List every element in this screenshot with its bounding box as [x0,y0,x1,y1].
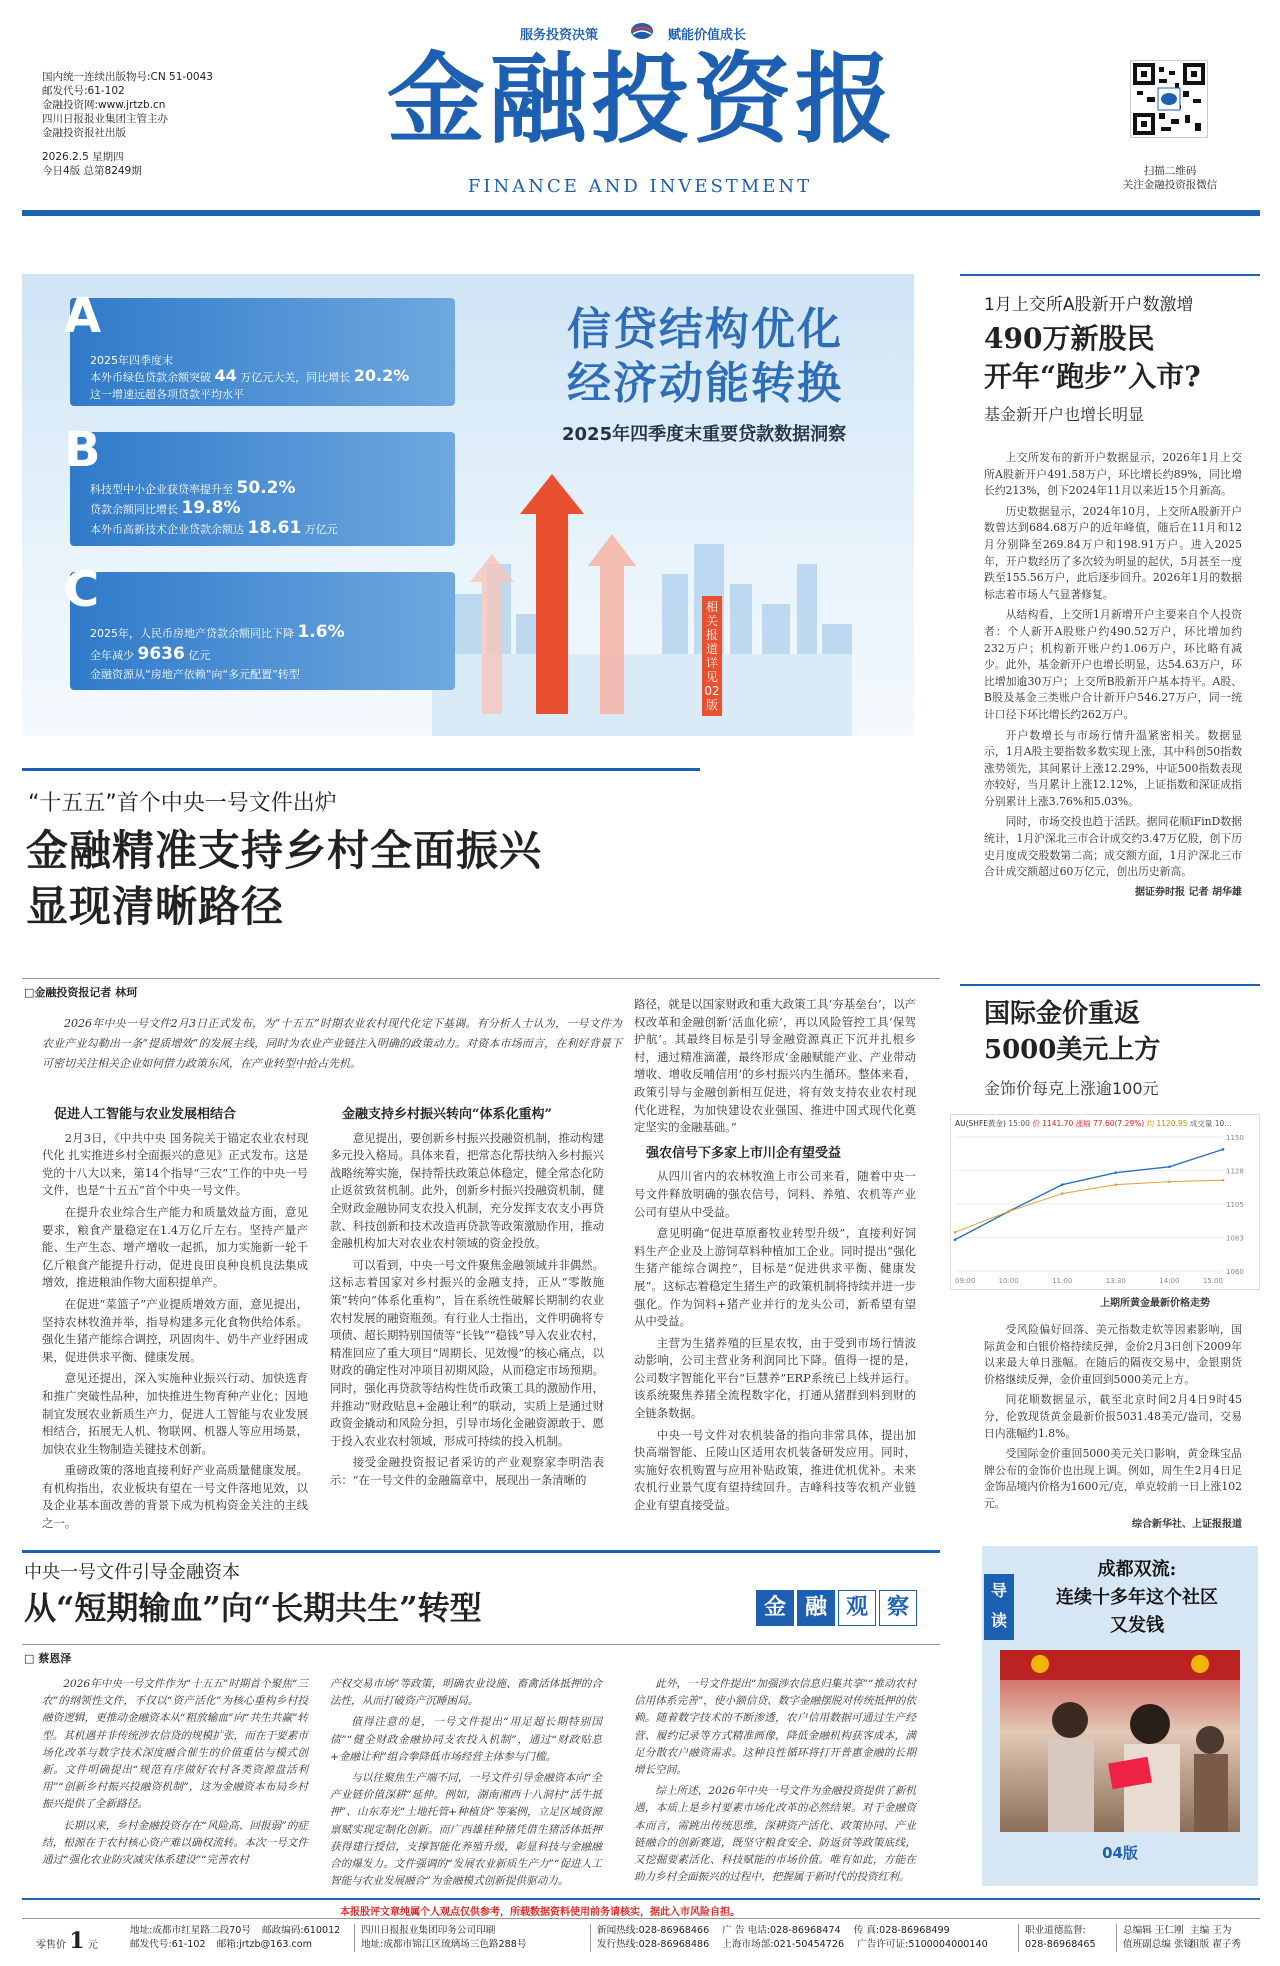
story2-subhead: 基金新开户也增长明显 [984,405,1145,424]
data-point [1007,1210,1010,1213]
issue-line: 今日4版 总第8249期 [42,165,142,177]
website-line: 金融投资网:www.jrtzb.cn [42,99,166,111]
gold-chart-label: AU(SHFE黄金) [955,1119,1006,1128]
y-tick-label: 1060 [1226,1268,1244,1276]
footer-address-row [130,1924,340,1938]
story1-kicker: “十五五”首个中央一号文件出炉 [28,791,337,816]
footer-deputy-editor: 值班副总编 张镜 [1123,1939,1194,1950]
card-b-letter: B [64,422,101,478]
badge-char-4: 察 [879,1590,917,1626]
data-point [954,1231,957,1234]
guide-tag [984,1574,1014,1640]
story1-sec1-para-1: 2月3日，《中共中央 国务院关于锚定农业农村现代化 扎实推进乡村全面振兴的意见》正式发布。这是党的十八大以来，第14个指导“三农”工作的中央一号文件，也是“十五五”首个中央一号文件。 [42,1130,308,1198]
story4-col1 [42,1676,308,1873]
related-note[interactable] [702,596,722,716]
infographic-headline-1: 信贷结构优化 [567,304,843,355]
guide-title-1: 成都双流: [1097,1559,1177,1580]
story4-headline[interactable]: 从“短期输血”向“长期共生”转型 [24,1589,482,1627]
guide-title [1022,1556,1252,1640]
story2-headline-1[interactable]: 490万新股民 [984,322,1155,355]
publisher-line: 金融投资报社出版 [42,127,126,139]
footer-disclaimer: 本报股评文章纯属个人观点仅供参考，所载数据资料使用前务请核实，据此入市风险自担。 [340,1907,740,1918]
footer-cell-editors-2 [1190,1924,1241,1952]
story4-byline: □ 蔡恩泽 [24,1652,72,1665]
guide-tag-1: 导 [990,1581,1007,1600]
guide-tag-2: 读 [990,1611,1007,1630]
postal-code-line: 邮发代号:61-102 [42,85,125,97]
footer-cell-address [130,1924,340,1952]
footer-shanghai: 上海市场部:021-50454726 [722,1939,845,1950]
footer-dist-hotline: 发行热线:028-86968486 [597,1939,710,1950]
data-point [1115,1183,1118,1186]
footer-cell-printer [354,1924,526,1952]
card-b-line2-pre: 贷款余额同比增长 [90,503,178,516]
finance-watch-badge [756,1590,917,1626]
story1-col3-continued: 路径，就是以国家财政和重大政策工具‘夯基垒台’，以产权改革和金融创新‘活血化瘀’，再以风险管控工具‘保驾护航’。其最终目标是引导金融资源真正下沉并扎根乡村，通过精准滴灌，最终形成‘金融赋能产业、产业带动增收、增收反哺信用’的乡村振兴内生循环。整体来看，政策引导与金融创新相互促进，将有效支持农业农村现代化进程，为加快建设农业强国、推进中国式现代化奠定坚实的金融基础。” [634,997,916,1135]
infographic-headline-2: 经济动能转换 [567,358,843,409]
masthead-info [42,70,242,178]
guide-page[interactable]: 04版 [1102,1844,1138,1862]
card-c-value2: 9636 [137,644,185,664]
masthead-title: 金融投资报 [386,43,897,157]
infographic-subtitle: 2025年四季度末重要贷款数据洞察 [562,424,847,445]
gold-chart-change: 涨幅 77.60(7.29%) [1075,1119,1145,1128]
date-line: 2026.2.5 星期四 [42,151,124,163]
story3-source: 综合新华社、上证报报道 [1132,1518,1242,1530]
price-label: 零售价 [36,1940,66,1951]
story2-kicker: 1月上交所A股新开户数激增 [984,295,1194,315]
story3-headline-2[interactable]: 5000美元上方 [984,1035,1161,1065]
card-a-letter: A [64,288,102,344]
story4-kicker: 中央一号文件引导金融资本 [24,1562,240,1583]
footer-printer: 四川日报报业集团印务公司印刷 [361,1925,496,1936]
card-b-line3 [90,518,338,538]
gold-chart-time: 15:00 [1008,1119,1030,1128]
gold-price-chart[interactable] [950,1114,1260,1290]
series-line-price [955,1149,1223,1239]
story1-sec3-title: 强农信号下多家上市川企有望受益 [646,1145,842,1161]
x-tick-label: 09:00 [955,1277,976,1285]
story4-col3 [634,1676,916,1890]
card-c-line2-post: 亿元 [188,649,211,662]
story3-subhead: 金饰价每克上涨逾100元 [984,1079,1159,1098]
story1-sec2-para-3: 接受金融投资报记者采访的产业观察家李明浩表示：“在一号文件的金融篇章中，展现出一条清晰的 [330,1455,604,1487]
footer-chief-editor: 总编辑 王仁刚 [1123,1925,1184,1936]
data-point [1061,1183,1064,1186]
footer-editor: 主编 王为 [1190,1925,1232,1936]
qr-code[interactable] [1130,60,1208,138]
masthead-title-en: FINANCE AND INVESTMENT [467,176,813,197]
price [36,1928,98,1954]
card-a-line2-pre: 本外币绿色贷款余额突破 [90,371,211,384]
y-tick-label: 1105 [1226,1201,1244,1209]
data-point [1222,1179,1225,1182]
newspaper-logo-icon [630,22,654,40]
card-b-value2: 19.8% [181,498,241,518]
badge-char-3: 观 [838,1590,876,1626]
footer-inner-rule [22,1918,1260,1919]
card-b-line3-post: 万亿元 [304,523,338,536]
guide-title-2: 连续十多年这个社区 [1056,1587,1218,1608]
slogan-left: 服务投资决策 [520,28,599,43]
card-b-line1 [90,478,295,498]
card-a-value2: 20.2% [353,366,410,385]
series-line-average [955,1180,1223,1232]
footer-fax: 传 真:028-86968499 [853,1925,950,1936]
data-point [1061,1192,1064,1195]
gold-chart-price: 价 1141.70 [1032,1119,1074,1128]
footer-postal: 邮发代号:61-102 [130,1939,206,1950]
card-a [64,288,455,406]
story1-headline-2[interactable]: 显现清晰路径 [26,882,285,931]
gold-line-plot [951,1129,1257,1287]
footer-phones-row-1 [597,1924,988,1938]
story2-top-rule [960,274,1260,276]
footer-phones-row-2 [597,1938,988,1952]
footer-address: 地址:成都市红星路二段70号 [130,1925,251,1936]
footer-cell-ethics [1018,1924,1096,1952]
story1-col1 [42,1102,308,1537]
y-tick-label: 1083 [1226,1234,1244,1243]
story4-col1-para-1: 2026年中央一号文件作为“十五五”时期首个聚焦“三农”的纲领性文件，不仅以“资产活化”为核心重构乡村投融资逻辑，更推动金融资本从“粗放输血”向“共生共赢”转型。其机遇并非传统涉农信贷的规模扩张，而在于要素市场化改革与数字技术深度融合催生的价值重估与模式创新。文件明确提出“规范有序做好农村各类资源盘活利用”“创新乡村振兴投融资机制”，这为金融资本布局乡村振兴提供了全新路径。 [42,1678,308,1811]
price-unit: 元 [87,1940,98,1951]
issn-line: 国内统一连续出版物号:CN 51-0043 [42,71,213,83]
data-point [1168,1180,1171,1183]
footer-email[interactable]: 邮箱:jrtzb@163.com [216,1939,313,1950]
x-tick-label: 14:00 [1159,1277,1180,1285]
x-tick-label: 10:00 [998,1277,1019,1285]
story1-sec3-para-4: 中央一号文件对农机装备的指向非常具体，提出加快高端智能、丘陵山区适用农机装备研发应用。同时，实施好农机购置与应用补贴政策，推进优机优补。未来农机行业景气度有望持续回升。吉峰科技等农机产业链企业有望直接受益。 [634,1427,916,1513]
story3-headline-1[interactable]: 国际金价重返 [984,999,1141,1029]
footer-postal-row [130,1938,340,1952]
infographic [22,274,914,736]
story3-body [984,1322,1242,1533]
story3-para-2: 同花顺数据显示，截至北京时间2月4日9时45分，伦敦现货黄金最新价报5031.48美元/盎司，交易日内涨幅约1.8%。 [984,1393,1242,1440]
guide-box[interactable] [982,1546,1258,1886]
story1-sec2-para-2: 可以看到，中央一号文件聚焦金融领域并非偶然。这标志着国家对乡村振兴的金融支持，正从“零散施策”转向“体系化重构”，旨在系统性破解长期制约农业农村发展的融资瓶颈。有行业人士指出，文件明确将专项债、超长期特别国债等“长钱”“稳钱”导入农业农村，精准回应了重大项目“周期长、见效慢”的核心痛点，以财政的确定性对冲项目初期风险，从而稳定市场预期。同时，强化再贷款等结构性货币政策工具的激励作用，并推动“财政贴息+金融让利”的联动，实质上是通过财政资金撬动和风险分担，引导市场化金融资源敢于、愿于投入农业农村领域，形成可持续的投入机制。 [330,1257,604,1448]
x-tick-label: 11:00 [1052,1277,1073,1285]
story4-col1-para-2: 长期以来，乡村金融投资存在“风险高、回报弱”的症结，根源在于农村核心资产难以确权流转。本次一号文件通过“强化农业防灾减灾体系建设”“完善农村 [42,1819,308,1867]
card-c-line1 [90,622,345,642]
badge-char-1: 金 [756,1590,794,1626]
story4-col2-para-2: 值得注意的是，一号文件提出“用足超长期特别国债”“健全财政金融协同支农投入机制”，通过“财政贴息+金融让利”组合拳降低市场经营主体参与门槛。 [330,1716,602,1763]
card-c-line2 [90,644,210,664]
card-b-value3: 18.61 [247,518,302,538]
story4-col2 [330,1676,602,1894]
footer-cell-phones [590,1924,988,1952]
story1-sec1-para-5: 重磅政策的落地直接利好产业高质量健康发展。有机构指出，农业板块有望在一号文件落地见效，以及企业基本面改善的背景下成为机构资金关注的主线之一。 [42,1463,308,1531]
y-tick-label: 1150 [1226,1134,1244,1142]
story1-col2 [330,1102,604,1493]
guide-title-3: 又发钱 [1110,1615,1164,1636]
story3-para-1: 受风险偏好回落、美元指数走软等因素影响，国际黄金和白银价格持续反弹，金价2月3日创下2009年以来最大单日涨幅。在随后的隔夜交易中，金银期货价格继续反弹，金价重回到5000美元上方。 [984,1323,1242,1386]
card-a-value1: 44 [214,366,237,385]
card-a-line3: 这一增速远超各项贷款平均水平 [90,388,244,401]
card-c-line2-pre: 全年减少 [90,649,134,662]
card-c-value1: 1.6% [297,622,345,642]
related-note-text: 相关报道详见 [705,600,718,684]
x-tick-label: 13:30 [1105,1277,1126,1285]
slogan-right: 赋能价值成长 [668,28,747,43]
footer-info [130,1922,1258,1962]
footer-ethics-label: 职业道德监督: [1025,1925,1086,1936]
story1-sec2-title: 金融支持乡村振兴转向“体系化重构” [342,1107,552,1122]
story2-source: 据证券时报 记者 胡华雄 [1135,886,1242,898]
story1-headline-1[interactable]: 金融精准支持乡村全面振兴 [26,826,543,875]
qr-caption [1100,164,1240,192]
story1-lead: 2026年中央一号文件2月3日正式发布，为“十五五”时期农业农村现代化定下基调。有分析人士认为，一号文件为农业产业勾勒出一条“提质增效”的发展主线，同时为农业产业链注入明确的政策动力。对资本市场而言，在利好背景下可密切关注相关企业如何借力政策东风，在产业转型中抢占先机。 [42,1017,622,1070]
card-b [64,422,455,546]
card-c-line1-pre: 2025年，人民币房地产贷款余额同比下降 [90,627,294,640]
card-c [64,562,455,690]
story1-byline: □金融投资报记者 林珂 [24,986,138,999]
card-c-letter: C [64,562,100,618]
story2-body [984,450,1242,901]
story3-top-rule [960,984,1260,986]
story1-sec1-para-2: 在提升农业综合生产能力和质量效益方面，意见要求，粮食产量稳定在1.4万亿斤左右。坚持产量产能、生产生态、增产增收一起抓，加力实施新一轮千亿斤粮食产能提升行动，促进良田良种良机良法集成增效，推进粮油作物大面积提单产。 [42,1204,308,1290]
story1-sec1-para-4: 意见还提出，深入实施种业振兴行动、加快选育和推广突破性品种，加快推进生物育种产业化；因地制宜发展农业新质生产力，促进人工智能与农业发展相结合，拓展无人机、物联网、机器人等应用场景，加快农业生物制造关键技术创新。 [42,1371,308,1456]
story1-top-rule [22,768,700,771]
story2-para-5: 同时，市场交投也趋于活跃。据同花顺iFinD数据统计，1月沪深北三市合计成交约3.47万亿股，创下历史月度成交股数第二高；成交额方面，1月沪深北三市合计成交额超过60万亿元，创出历史新高。 [984,815,1242,879]
card-b-line1-pre: 科技型中小企业获贷率提升至 [90,483,233,496]
qr-caption-line-2: 关注金融投资报微信 [1122,179,1218,191]
sponsor-line: 四川日报报业集团主管主办 [42,113,168,125]
story4-col3-para-2: 综上所述，2026年中央一号文件为金融投资提供了新机遇，本质上是乡村要素市场化改革的必然结果。对于金融资本而言，需跳出传统思维，深耕资产活化、政策协同、产业链融合的创新赛道，既坚守粮食安全、防返贫等政策底线，又挖掘要素活化、科技赋能的市场价值。唯有如此，方能在助力乡村全面振兴的过程中，把握属于新时代的投资红利。 [634,1785,916,1884]
story1-col3 [634,996,916,1519]
story4-col3-para-1: 此外，一号文件提出“加强涉农信息归集共享”“推动农村信用体系完善”，使小额信贷、数字金融摆脱对传统抵押的依赖。随着数字技术的不断渗透，农户信用数据可通过生产经营、履约记录等方式精准画像，降低金融机构获客成本，满足分散农户融资需求。这种良性循环将打开普惠金融的长期增长空间。 [634,1678,916,1777]
story4-divider [22,1644,940,1645]
price-value: 1 [69,1928,85,1954]
badge-char-2: 融 [797,1590,835,1626]
data-point [954,1238,957,1241]
y-tick-label: 1128 [1226,1167,1244,1176]
related-note-page: 02版 [704,684,720,712]
story4-top-rule [22,1550,940,1553]
footer-ad-phone: 广 告 电话:028-86968474 [722,1925,841,1936]
card-c-line3: 金融资源从“房地产依赖”向“多元配置”转型 [90,668,300,681]
story4-col2-para-1: 产权交易市场”等政策，明确农业设施、畜禽活体抵押的合法性，从而打破资产沉睡困局。 [330,1678,602,1708]
gold-chart-header [955,1118,1231,1129]
footer-news-hotline: 新闻热线:028-86968466 [597,1925,710,1936]
story1-sec1-para-3: 在促进“菜篮子”产业提质增效方面，意见提出，坚持农林牧渔并举，指导构建多元化食物供给体系。强化生猪产能综合调控，巩固肉牛、奶牛产业纾困成果，促进供求平衡、健康发展。 [42,1296,308,1364]
story1-sec3-para-3: 主营为生猪养殖的巨星农牧，由于受到市场行情波动影响，公司主营业务利润同比下降。值得一提的是，公司数字智能化平台“巨慧养”ERP系统已上线并运行。该系统聚焦养猪全流程数字化，打通从猪群到料到财的全链条数据。 [634,1335,916,1421]
story2-para-4: 开户数增长与市场行情升温紧密相关。数据显示，1月A股主要指数多数实现上涨，其中科创50指数涨势领先，其间累计上涨12.29%，中证500指数表现亦较好，当月累计上涨12.12%，上证指数和深证成指分别累计上涨3.76%和5.03%。 [984,728,1242,808]
card-b-line2 [90,498,240,518]
card-a-line1: 2025年四季度末 [90,354,173,367]
data-point [1115,1171,1118,1174]
card-a-line2-post: 万亿元大关，同比增长 [240,371,351,384]
gold-chart-volume: 成交量 10... [1189,1119,1232,1128]
footer-ad-license: 广告许可证:5100004000140 [857,1939,988,1950]
story2-para-3: 从结构看，上交所1月新增开户主要来自个人投资者：个人新开A股账户约490.52万户，环比增加约232万户；机构新开账户约1.06万户，环比略有减少。此外，基金新开户也增长明显，达54.63万户，环比增加逾30万户；上交所B股新开户基本持平。A股、B股及基金三类账户合计新开户546.27万户，同一统计口径下环比增长约262万户。 [984,608,1242,721]
card-b-line3-pre: 本外币高新技术企业贷款余额达 [90,523,244,536]
card-b-value1: 50.2% [236,478,296,498]
guide-photo-illustration [1000,1650,1240,1832]
story2-para-2: 历史数据显示，2024年10月，上交所A股新开户数曾达到684.68万户的近年峰值，随后在11月和12月分别降至269.84万户和198.91万户。进入2025年，开户数经历了多次较为明显的起伏，5月甚至一度跌至155.56万户，此后逐步回升。2026年1月的数据标志着市场人气显著修复。 [984,504,1242,601]
story2-headline-2[interactable]: 开年“跑步”入市? [984,360,1201,393]
card-a-line2 [90,366,409,385]
masthead-rule [22,210,1260,216]
footer-rule [22,1898,1260,1900]
story4-col2-para-3: 与以往聚焦生产端不同，一号文件引导金融资本向“全产业链价值深耕”延伸。例如，湖南湘西十八洞村“活牛抵押”、山东寿光“土地托管+种植贷”等案例，立足区域资源禀赋实现定制化创新。而广西雄桂种猪凭借生猪活体抵押获得建行授信，支撑智能化养殖升级，彰显科技与金融融合的爆发力。文件强调的“发展农业新质生产力”“促进人工智能与农业发展融合”为金融模式创新提供驱动力。 [330,1772,602,1888]
footer-ethics-phone: 028-86968465 [1025,1939,1096,1950]
story1-sec3-para-2: 意见明确“促进草原畜牧业转型升级”，直接利好饲料生产企业及上游饲草料种植加工企业。同时提出“强化生猪产能综合调控”，目标是“促进供求平衡、健康发展”。这标志着稳定生猪生产的政策机制将持续并进一步强化。作为饲料+猪产业并行的龙头公司，新希望有望从中受益。 [634,1226,916,1329]
x-tick-label: 15:00 [1202,1277,1223,1285]
footer-printer-address: 地址:成都市锦江区琉璃场三色路288号 [361,1939,527,1950]
gold-chart-caption: 上期所黄金最新价格走势 [1100,1298,1210,1309]
footer-cell-editors [1116,1924,1193,1952]
footer-layout: 组版 翟子秀 [1190,1939,1242,1950]
footer-zip: 邮政编码:610012 [262,1925,341,1936]
data-point [1168,1165,1171,1168]
data-point [1222,1148,1225,1151]
story1-sec3-para-1: 从四川省内的农林牧渔上市公司来看，随着中央一号文件释放明确的强农信号，饲料、养殖、农机等产业公司有望从中受益。 [634,1169,916,1219]
story3-para-3: 受国际金价重回5000美元关口影响，黄金珠宝品牌公布的金饰价也出现上调。例如，周生生2月4日足金饰品境内价格为1600元/克，单克较前一日上涨102元。 [984,1447,1242,1510]
story1-sec1-title: 促进人工智能与农业发展相结合 [54,1107,237,1122]
qr-caption-line-1: 扫描二维码 [1143,165,1197,177]
guide-photo [1000,1650,1240,1832]
story2-para-1: 上交所发布的新开户数据显示，2026年1月上交所A股新开户491.58万户，环比增长约89%，同比增长约213%，创下2024年11月以来近15个月新高。 [984,451,1242,498]
story1-divider [22,978,940,979]
story1-sec2-para-1: 意见提出，要创新乡村振兴投融资机制，推动构建多元投入格局。具体来看，把常态化帮扶纳入乡村振兴战略统筹实施，保持帮扶政策总体稳定，健全常态化防止返贫致贫机制。此外，创新乡村振兴投融资机制，健全财政金融协同支农投入机制，充分发挥支农支小再贷款、科技创新和技术改造再贷款等政策激励作用，推动金融机构加大对农业农村领域的资金投放。 [330,1130,604,1251]
gold-chart-avg: 均 1120.95 [1146,1119,1188,1128]
